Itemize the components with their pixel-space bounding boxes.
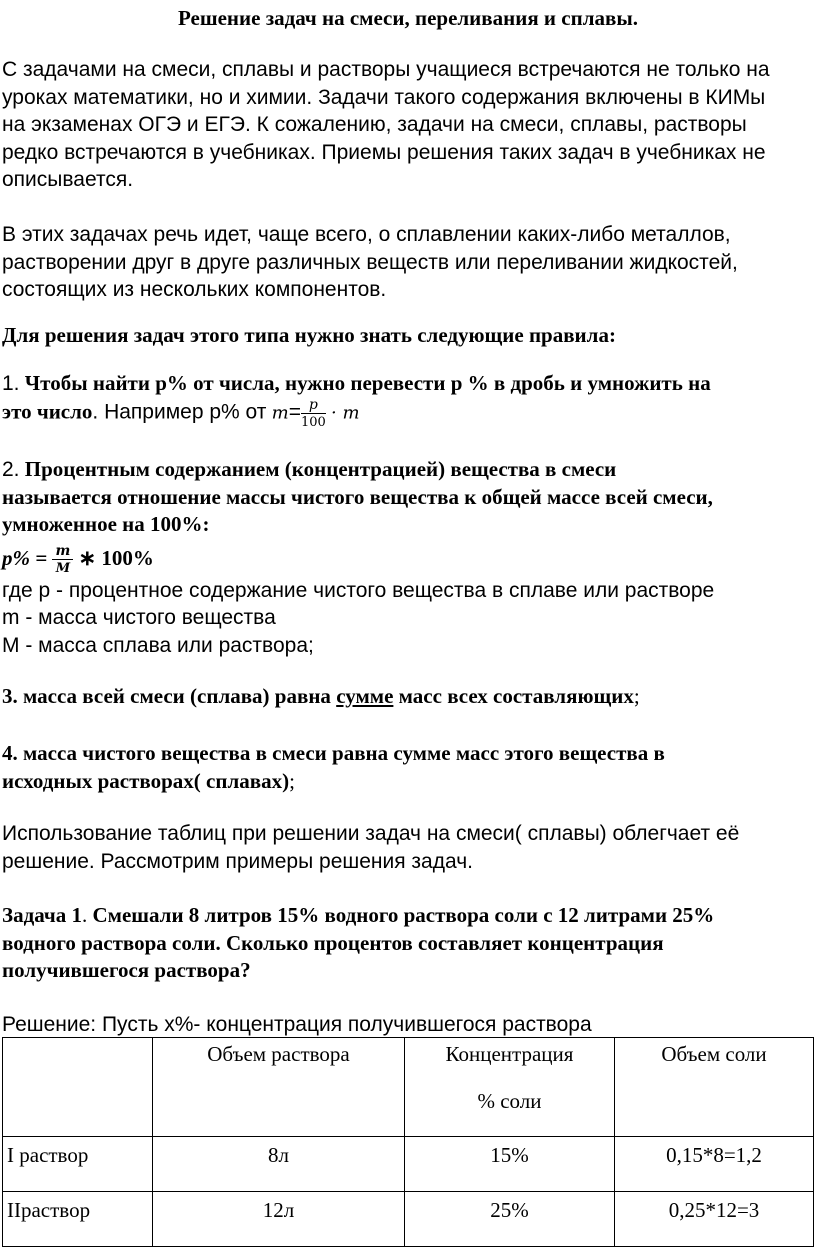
rule-2-fraction-numerator: m xyxy=(52,544,73,560)
intro-line: описывается. xyxy=(2,168,134,191)
rule-1-formula-tail: · m xyxy=(331,401,360,423)
tables-note-line: решение. Рассмотрим примеры решения задач. xyxy=(2,849,473,873)
problem-1-label: Задача 1 xyxy=(2,903,82,927)
rule-3-underlined: сумме xyxy=(336,684,394,708)
topic-line: растворении друг в друге различных веществ или переливании жидкостей, xyxy=(2,250,738,274)
table-cell: 0,25*12=3 xyxy=(615,1192,814,1247)
rule-3 xyxy=(2,683,814,711)
rule-4-line: исходных растворах( сплавах) xyxy=(2,768,290,793)
rule-2-fraction xyxy=(52,544,73,575)
definition-p: где p - процентное содержание чистого вещества в сплаве или растворе xyxy=(2,578,715,602)
rule-1-fraction-denominator: 100 xyxy=(300,414,326,430)
rule-1-bold-text-end: это число xyxy=(2,398,93,423)
solution-table xyxy=(2,1037,814,1247)
rule-1-bold-text: Чтобы найти р% от числа, нужно перевести р % в дробь и умножить на xyxy=(24,371,711,395)
table-header-concentration-sub: % соли xyxy=(477,1089,542,1113)
intro-paragraph xyxy=(2,56,814,194)
rule-1-fraction-numerator: p xyxy=(301,398,326,414)
rule-3-pre: 3. масса всей смеси (сплава) равна xyxy=(2,684,337,708)
problem-1 xyxy=(2,902,814,985)
table-cell: 25% xyxy=(405,1192,615,1247)
topic-line: состоящих из нескольких компонентов. xyxy=(2,278,387,301)
intro-line: редко встречаются в учебниках. Приемы решения таких задач в учебниках не xyxy=(2,140,766,164)
rule-4-end: ; xyxy=(289,768,295,793)
rule-1-fraction xyxy=(301,398,326,429)
problem-1-line: Смешали 8 литров 15% водного раствора соли с 12 литрами 25% xyxy=(92,903,715,927)
rule-2-bold-line: умноженное на 100%: xyxy=(2,512,210,536)
table-cell: 0,15*8=1,2 xyxy=(615,1137,814,1192)
definition-m: m - масса чистого вещества xyxy=(2,606,276,629)
table-header-cell xyxy=(405,1038,615,1137)
table-header-cell: Объем соли xyxy=(615,1038,814,1137)
table-header-row xyxy=(3,1038,814,1137)
table-cell: IIраствор xyxy=(3,1192,153,1247)
intro-line: уроках математики, но и химии. Задачи такого содержания включены в КИМы xyxy=(2,85,766,109)
tables-note-line: Использование таблиц при решении задач на смеси( сплавы) облегчает её xyxy=(2,822,740,845)
rule-2-bold-line: Процентным содержанием (концентрацией) вещества в смеси xyxy=(24,457,617,481)
table-cell: 15% xyxy=(405,1137,615,1192)
intro-line: С задачами на смеси, сплавы и растворы учащиеся встречаются не только на xyxy=(2,58,770,81)
rule-2-fraction-denominator: M xyxy=(55,561,71,577)
rule-3-end: ; xyxy=(633,684,640,708)
topic-line: В этих задачах речь идет, чаще всего, о сплавлении каких-либо металлов, xyxy=(2,223,731,246)
table-cell: I раствор xyxy=(3,1137,153,1192)
table-cell: 12л xyxy=(153,1192,405,1247)
table-header-cell: Объем раствора xyxy=(153,1038,405,1137)
rule-1-formula-m: m xyxy=(271,401,289,423)
problem-1-line: водного раствора соли. Сколько процентов составляет концентрация xyxy=(2,930,664,955)
solution-line: Решение: Пусть х%- концентрация получившегося раствора xyxy=(2,1013,592,1036)
document-title: Решение задач на смеси, переливания и сплавы. xyxy=(178,6,638,30)
rule-2 xyxy=(2,456,814,659)
rule-2-bold-line: называется отношение массы чистого вещества к общей массе всей смеси, xyxy=(2,484,713,509)
rule-4-line: 4. масса чистого вещества в смеси равна сумме масс этого вещества в xyxy=(2,741,665,765)
topic-paragraph xyxy=(2,221,814,304)
rule-1-number: 1. xyxy=(2,372,20,395)
table-row xyxy=(3,1192,814,1247)
table-cell: 8л xyxy=(153,1137,405,1192)
table-header-concentration: Концентрация xyxy=(445,1042,574,1066)
rules-heading: Для решения задач этого типа нужно знать следующие правила: xyxy=(2,323,616,347)
rule-2-formula xyxy=(2,539,814,577)
rule-2-formula-left: p% = xyxy=(2,545,48,570)
problem-1-line: получившегося раствора? xyxy=(2,958,251,982)
definition-M: М - масса сплава или раствора; xyxy=(2,633,314,657)
rule-2-formula-right: ∗ 100% xyxy=(78,545,154,570)
table-row xyxy=(3,1137,814,1192)
rule-4 xyxy=(2,740,814,795)
rule-1-formula-eq: = xyxy=(288,399,301,423)
intro-line: на экзаменах ОГЭ и ЕГЭ. К сожалению, задачи на смеси, сплавы, растворы xyxy=(2,113,747,136)
rule-1 xyxy=(2,370,814,429)
rule-2-number: 2. xyxy=(2,458,20,481)
problem-1-sep: . xyxy=(81,903,93,927)
rule-3-post: масс всех составляющих xyxy=(393,684,634,708)
tables-note xyxy=(2,820,814,875)
rule-1-text: . Например р% от xyxy=(92,399,267,423)
table-header-cell xyxy=(3,1038,153,1137)
